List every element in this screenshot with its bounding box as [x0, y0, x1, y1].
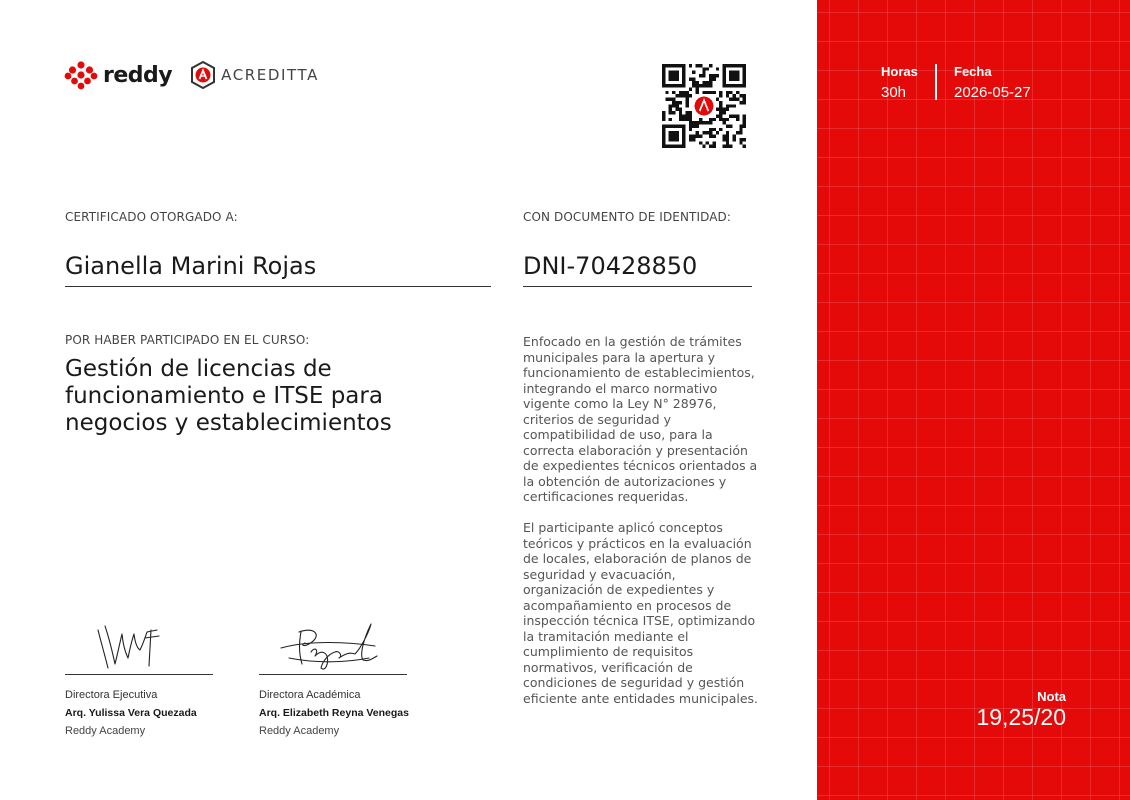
logo-row [64, 60, 319, 90]
signature-organization: Reddy Academy [65, 725, 146, 737]
date-value: 2026-05-27 [954, 84, 1031, 101]
signature-block-executive [65, 612, 213, 737]
side-panel [817, 0, 1130, 800]
recipient-name: Gianella Marini Rojas [65, 252, 491, 287]
grade-label: Nota [1037, 689, 1066, 704]
course-label: POR HABER PARTICIPADO EN EL CURSO: [65, 333, 310, 347]
signature-name: Arq. Yulissa Vera Quezada [65, 707, 197, 719]
signature-academic-icon [259, 612, 407, 674]
signature-organization: Reddy Academy [259, 725, 340, 737]
acreditta-logo-text: ACREDITTA [221, 66, 320, 84]
hours-value: 30h [881, 84, 907, 101]
qr-code [662, 64, 746, 148]
signature-line [259, 674, 407, 675]
date-label: Fecha [954, 64, 992, 79]
description-paragraph-1: Enfocado en la gestión de trámites municipales para la apertura y funcionamiento de establecimientos, integrando el marco normativo vigente como la Ley N° 28976, criterios de seguridad y compatibilidad de uso, para la correcta elaboración y presentación de expedientes técnicos orientados a la obtención de autorizaciones y certificaciones requeridas. [523, 334, 758, 504]
reddy-logo [64, 60, 172, 90]
signature-executive-icon [65, 612, 213, 674]
signature-line [65, 674, 213, 675]
date-box [954, 64, 1031, 101]
hours-label: Horas [881, 64, 918, 79]
acreditta-logo-icon [190, 61, 216, 89]
signature-name: Arq. Elizabeth Reyna Venegas [259, 707, 409, 719]
signature-block-academic [259, 612, 407, 737]
document-number: DNI-70428850 [523, 252, 752, 287]
acreditta-logo [190, 61, 319, 89]
reddy-logo-icon [64, 60, 98, 90]
grade-value: 19,25/20 [976, 704, 1066, 730]
recipient-label: CERTIFICADO OTORGADO A: [65, 210, 238, 224]
signature-role: Directora Ejecutiva [65, 689, 158, 701]
hours-box [881, 64, 918, 101]
qr-code-icon [662, 64, 746, 148]
course-title: Gestión de licencias de funcionamiento e ITSE para negocios y establecimientos [65, 356, 392, 436]
description-paragraph-2: El participante aplicó conceptos teóricos y prácticos en la evaluación de locales, elaboración de planos de seguridad y evacuación, organización de expedientes y acompañamiento en procesos de inspección técnica ITSE, optimizando la tramitación mediante el cumplimiento de requisitos normativos, verificación de condiciones de seguridad y gestión eficiente ante entidades municipales. [523, 520, 759, 706]
reddy-logo-text: reddy [103, 62, 173, 88]
document-label: CON DOCUMENTO DE IDENTIDAD: [523, 210, 732, 224]
meta-divider [935, 64, 937, 100]
signature-role: Directora Académica [259, 689, 361, 701]
